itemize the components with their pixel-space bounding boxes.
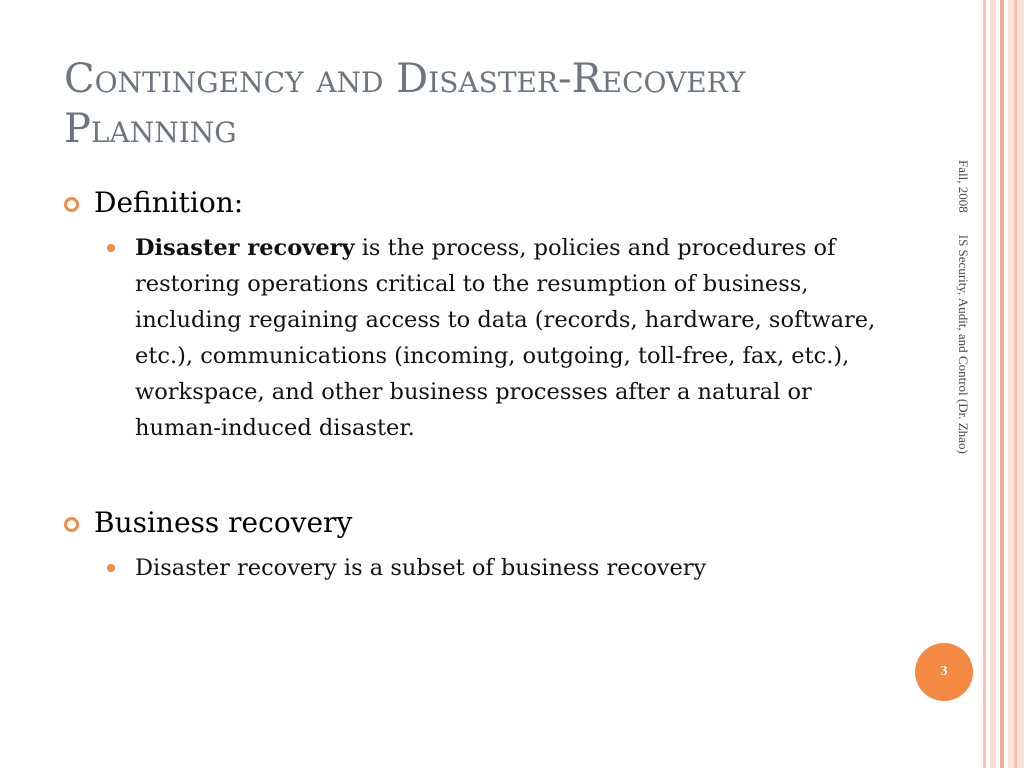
slide-content: [64, 184, 884, 586]
ring-bullet-icon: [64, 197, 79, 212]
dot-bullet-icon: [107, 564, 115, 572]
bullet-business-recovery: [64, 504, 884, 542]
bullet-definition: [64, 184, 884, 222]
subset-text: Disaster recovery is a subset of business recovery: [135, 555, 707, 581]
section-heading: Definition:: [94, 186, 244, 219]
page-number-badge: 3: [915, 643, 973, 701]
term-bold: Disaster recovery: [135, 235, 355, 261]
ring-bullet-icon: [64, 517, 79, 532]
slide-title: Contingency and Disaster-Recovery Planning: [64, 56, 746, 152]
footer-date: Fall, 2008: [956, 160, 971, 213]
stripe: [1014, 0, 1017, 768]
vertical-footer: [943, 160, 977, 610]
dot-bullet-icon: [107, 244, 115, 252]
stripe: [1000, 0, 1004, 768]
decorative-side-stripes: [976, 0, 1024, 768]
stripe: [990, 0, 996, 768]
stripe: [983, 0, 986, 768]
section-heading: Business recovery: [94, 506, 353, 539]
sub-bullet-disaster-recovery: [64, 230, 884, 446]
definition-text: is the process, policies and procedures of restoring operations critical to the resumption of business, including regaining access to data (records, hardware, software, etc.), communications (incoming, outgoing, toll-free, fax, etc.), workspace, and other business processes after a natural or human-induced disaster.: [135, 235, 876, 441]
footer-course: IS Security, Audit, and Control (Dr. Zhao): [956, 234, 971, 454]
sub-bullet-subset: [64, 550, 884, 586]
